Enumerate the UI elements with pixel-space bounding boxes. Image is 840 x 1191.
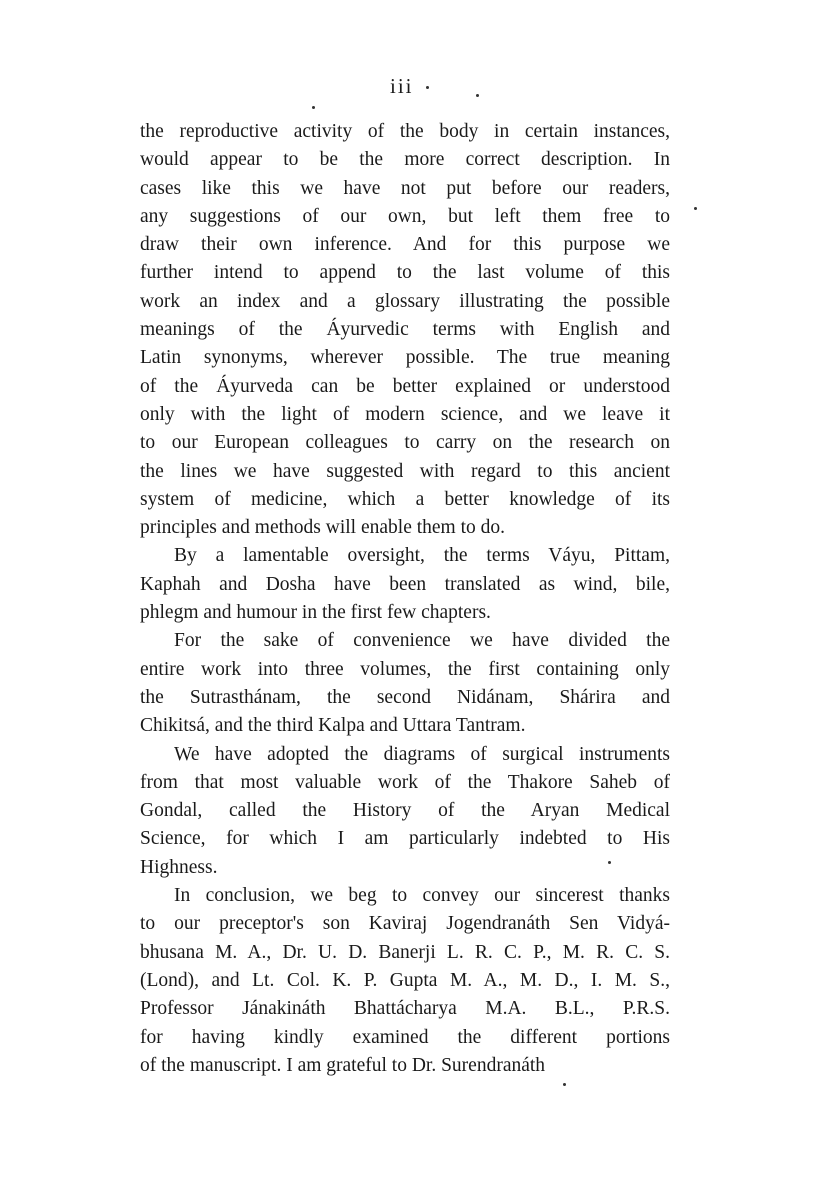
text-line: of the Áyurveda can be better explained or understood xyxy=(140,375,670,397)
scan-speck xyxy=(563,1083,566,1086)
text-line: the Sutrasthánam, the second Nidánam, Shárira and xyxy=(140,686,670,708)
text-line: In conclusion, we beg to convey our sincerest thanks xyxy=(174,885,670,907)
paragraph-p2 xyxy=(140,542,670,627)
scan-speck xyxy=(608,861,611,864)
text-line: from that most valuable work of the Thakore Saheb of xyxy=(140,771,670,793)
text-line: entire work into three volumes, the first containing only xyxy=(140,658,670,680)
text-line: phlegm and humour in the first few chapters. xyxy=(140,602,491,624)
paragraph-p1 xyxy=(140,118,670,542)
text-line: Kaphah and Dosha have been translated as wind, bile, xyxy=(140,573,670,595)
body-text xyxy=(140,118,670,1080)
paragraph-p3 xyxy=(140,627,670,740)
scan-speck xyxy=(426,86,429,89)
text-line: system of medicine, which a better knowledge of its xyxy=(140,488,670,510)
page-number: iii xyxy=(390,74,414,98)
text-line: Gondal, called the History of the Aryan Medical xyxy=(140,800,670,822)
text-line: would appear to be the more correct description. In xyxy=(140,149,670,171)
text-line: cases like this we have not put before our readers, xyxy=(140,177,670,199)
text-line: only with the light of modern science, and we leave it xyxy=(140,403,670,425)
text-line: further intend to append to the last volume of this xyxy=(140,262,670,284)
text-line: to our European colleagues to carry on the research on xyxy=(140,432,670,454)
text-line: Professor Jánakináth Bhattácharya M.A. B.L., P.R.S. xyxy=(140,998,670,1020)
text-line: Chikitsá, and the third Kalpa and Uttara Tantram. xyxy=(140,715,526,737)
text-line: the reproductive activity of the body in certain instances, xyxy=(140,121,670,142)
text-line: draw their own inference. And for this purpose we xyxy=(140,234,670,256)
text-line: (Lond), and Lt. Col. K. P. Gupta M. A., M. D., I. M. S., xyxy=(140,969,670,991)
text-line: work an index and a glossary illustrating the possible xyxy=(140,290,670,312)
scan-speck xyxy=(312,106,315,109)
text-line: We have adopted the diagrams of surgical instruments xyxy=(174,743,670,765)
scan-speck xyxy=(476,94,479,97)
text-line: By a lamentable oversight, the terms Váyu, Pittam, xyxy=(174,545,670,567)
scan-speck xyxy=(694,207,697,210)
text-line: for having kindly examined the different portions xyxy=(140,1026,670,1048)
text-line: Science, for which I am particularly indebted to His xyxy=(140,828,670,850)
text-line: of the manuscript. I am grateful to Dr. Surendranáth xyxy=(140,1054,546,1076)
text-line: bhusana M. A., Dr. U. D. Banerji L. R. C. P., M. R. C. S. xyxy=(140,941,670,963)
text-line: For the sake of convenience we have divided the xyxy=(174,630,670,652)
paragraph-p5 xyxy=(140,882,670,1080)
text-line: Latin synonyms, wherever possible. The true meaning xyxy=(140,347,670,369)
text-line: meanings of the Áyurvedic terms with English and xyxy=(140,319,670,341)
text-line: the lines we have suggested with regard to this ancient xyxy=(140,460,670,482)
text-line: any suggestions of our own, but left them free to xyxy=(140,205,670,227)
paragraph-p4 xyxy=(140,741,670,882)
text-line: to our preceptor's son Kaviraj Jogendranáth Sen Vidyá- xyxy=(140,913,670,935)
text-line: Highness. xyxy=(140,856,218,878)
text-line: principles and methods will enable them to do. xyxy=(140,517,506,539)
